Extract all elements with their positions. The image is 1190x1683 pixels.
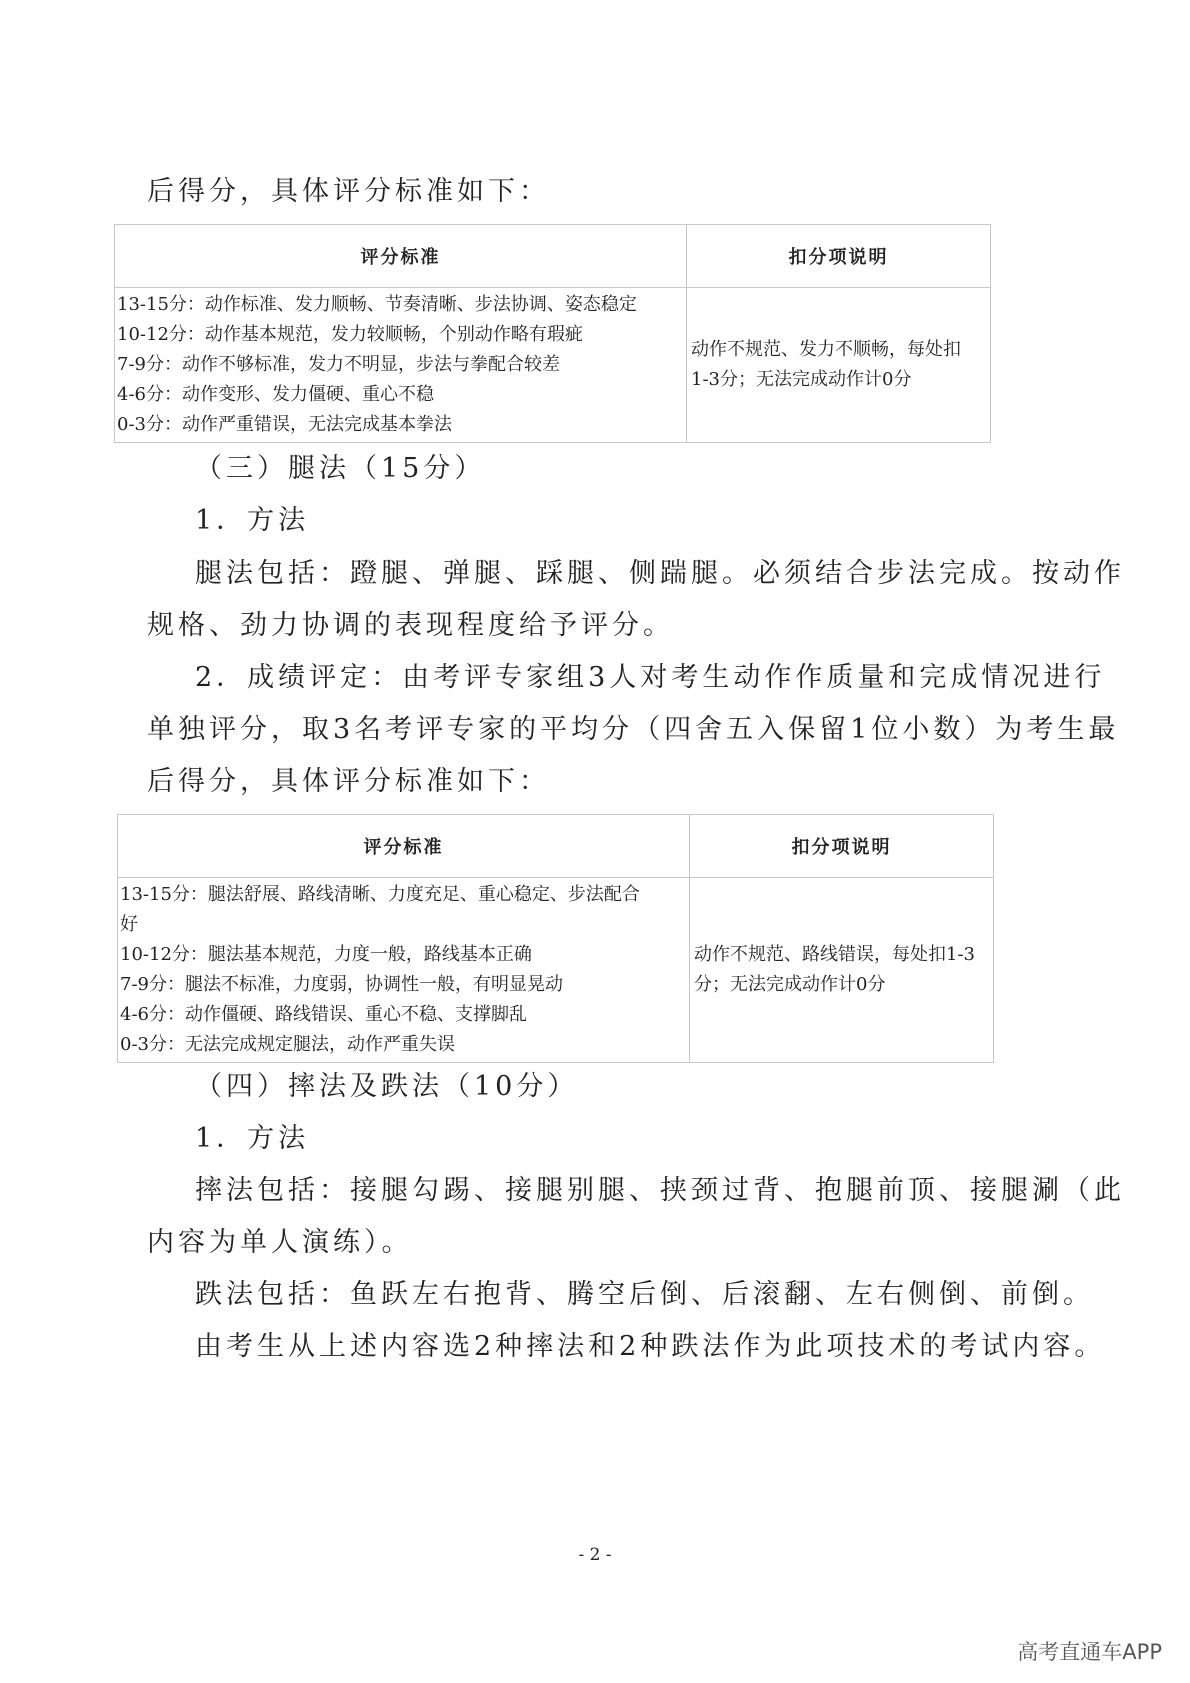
criteria-line: 好 [120, 914, 138, 935]
deduction-cell [690, 878, 994, 1063]
header-deduction: 扣分项说明 [687, 225, 991, 288]
paragraph-line: 规格、劲力协调的表现程度给予评分。 [147, 610, 674, 641]
criteria-line: 10-12分：腿法基本规范，力度一般，路线基本正确 [120, 944, 532, 965]
table-header-row [118, 815, 994, 878]
method-heading: 1．方法 [195, 505, 310, 536]
paragraph-line: 2．成绩评定：由考评专家组3人对考生动作作质量和完成情况进行 [195, 662, 1106, 693]
paragraph-line: 内容为单人演练）。 [147, 1227, 413, 1258]
criteria-line: 13-15分：动作标准、发力顺畅、节奏清晰、步法协调、姿态稳定 [117, 294, 637, 315]
table-header-row [115, 225, 991, 288]
criteria-line: 4-6分：动作僵硬、路线错误、重心不稳、支撑脚乱 [120, 1004, 527, 1025]
page-number: - 2 - [578, 1545, 612, 1565]
paragraph-line: 单独评分，取3名考评专家的平均分（四舍五入保留1位小数）为考生最 [147, 714, 1120, 745]
table-row [118, 878, 994, 1063]
header-criteria: 评分标准 [115, 225, 687, 288]
table-row [115, 288, 991, 443]
section-heading-leg: （三）腿法（15分） [195, 453, 486, 484]
header-criteria: 评分标准 [118, 815, 690, 878]
criteria-line: 7-9分：动作不够标准，发力不明显，步法与拳配合较差 [117, 354, 560, 375]
criteria-line: 0-3分：动作严重错误，无法完成基本拳法 [117, 414, 452, 435]
deduction-line: 1-3分；无法完成动作计0分 [691, 369, 912, 390]
deduction-line: 动作不规范、路线错误，每处扣1-3 [694, 944, 975, 965]
criteria-line: 10-12分：动作基本规范，发力较顺畅，个别动作略有瑕疵 [117, 324, 583, 345]
criteria-line: 4-6分：动作变形、发力僵硬、重心不稳 [117, 384, 434, 405]
criteria-line: 13-15分：腿法舒展、路线清晰、力度充足、重心稳定、步法配合 [120, 884, 640, 905]
scoring-table-leg [117, 814, 994, 1063]
criteria-line: 7-9分：腿法不标准，力度弱，协调性一般，有明显晃动 [120, 974, 563, 995]
scoring-table-fist [114, 224, 991, 443]
paragraph-line: 由考生从上述内容选2种摔法和2种跌法作为此项技术的考试内容。 [195, 1331, 1106, 1362]
method-heading: 1．方法 [195, 1123, 310, 1154]
criteria-cell [118, 878, 690, 1063]
deduction-line: 分；无法完成动作计0分 [694, 974, 886, 995]
paragraph-line: 摔法包括：接腿勾踢、接腿别腿、挟颈过背、抱腿前顶、接腿涮（此 [195, 1175, 1125, 1206]
deduction-line: 动作不规范、发力不顺畅，每处扣 [691, 339, 961, 360]
criteria-cell [115, 288, 687, 443]
intro-line: 后得分，具体评分标准如下： [147, 176, 550, 207]
paragraph-line: 后得分，具体评分标准如下： [147, 766, 550, 797]
header-deduction: 扣分项说明 [690, 815, 994, 878]
deduction-cell [687, 288, 991, 443]
watermark: 高考直通车APP [1017, 1640, 1162, 1664]
paragraph-line: 跌法包括：鱼跃左右抱背、腾空后倒、后滚翻、左右侧倒、前倒。 [195, 1279, 1094, 1310]
paragraph-line: 腿法包括：蹬腿、弹腿、踩腿、侧踹腿。必须结合步法完成。按动作 [195, 558, 1125, 589]
criteria-line: 0-3分：无法完成规定腿法，动作严重失误 [120, 1034, 455, 1055]
section-heading-throw: （四）摔法及跌法（10分） [195, 1071, 579, 1102]
